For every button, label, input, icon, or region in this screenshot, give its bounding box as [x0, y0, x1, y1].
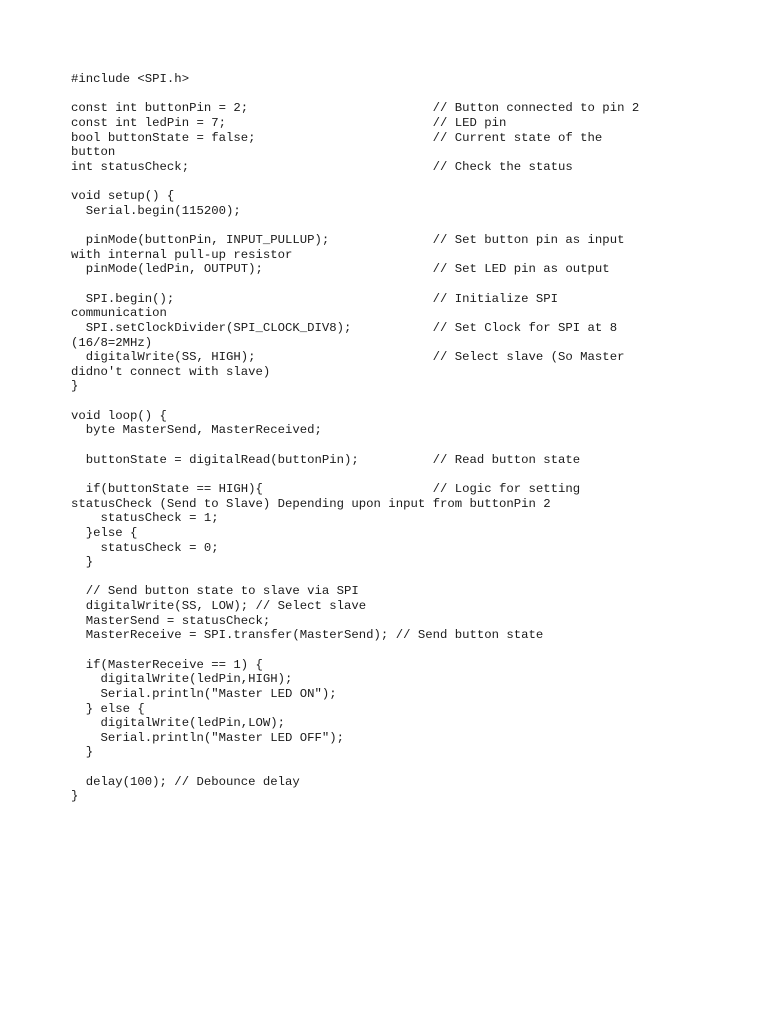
code-line: (16/8=2MHz) [71, 335, 153, 350]
code-line: Serial.println("Master LED OFF"); [71, 730, 345, 745]
code-line: byte MasterSend, MasterReceived; [71, 423, 322, 438]
code-line [71, 174, 731, 189]
code-listing [71, 72, 731, 804]
code-line: button [71, 145, 116, 160]
code-line: digitalWrite(SS, HIGH); // Select slave (So Master [71, 350, 625, 365]
code-line: with internal pull-up resistor [71, 247, 293, 262]
code-line: pinMode(buttonPin, INPUT_PULLUP); // Set button pin as input [71, 233, 625, 248]
code-line [71, 394, 731, 409]
code-line: }else { [71, 525, 138, 540]
code-line: delay(100); // Debounce delay [71, 774, 300, 789]
code-line: pinMode(ledPin, OUTPUT); // Set LED pin as output [71, 262, 610, 277]
code-line [71, 438, 731, 453]
code-line: // Send button state to slave via SPI [71, 584, 359, 599]
code-line: SPI.setClockDivider(SPI_CLOCK_DIV8); // Set Clock for SPI at 8 [71, 320, 618, 335]
code-line: if(MasterReceive == 1) { [71, 657, 263, 672]
code-line: didno't connect with slave) [71, 364, 271, 379]
code-line: digitalWrite(SS, LOW); // Select slave [71, 599, 367, 614]
code-line [71, 760, 731, 775]
code-line: statusCheck = 0; [71, 540, 219, 555]
code-line [71, 218, 731, 233]
code-line: buttonState = digitalRead(buttonPin); // Read button state [71, 452, 581, 467]
code-line [71, 467, 731, 482]
code-line: digitalWrite(ledPin,LOW); [71, 716, 286, 731]
code-line: if(buttonState == HIGH){ // Logic for setting [71, 481, 581, 496]
code-line: int statusCheck; // Check the status [71, 159, 573, 174]
code-line: digitalWrite(ledPin,HIGH); [71, 672, 293, 687]
code-line: Serial.begin(115200); [71, 203, 241, 218]
code-line: void setup() { [71, 189, 175, 204]
code-line: const int buttonPin = 2; // Button connected to pin 2 [71, 101, 640, 116]
code-line [71, 277, 731, 292]
code-line: } else { [71, 701, 145, 716]
code-line: bool buttonState = false; // Current state of the [71, 130, 603, 145]
code-line: SPI.begin(); // Initialize SPI [71, 291, 559, 306]
code-line: } [71, 379, 79, 394]
code-line: void loop() { [71, 408, 167, 423]
code-line: } [71, 745, 94, 760]
code-line: } [71, 789, 79, 804]
code-line: communication [71, 306, 167, 321]
code-line: Serial.println("Master LED ON"); [71, 686, 337, 701]
code-line: MasterSend = statusCheck; [71, 613, 271, 628]
code-line [71, 87, 731, 102]
code-line: statusCheck (Send to Slave) Depending upon input from buttonPin 2 [71, 496, 551, 511]
code-line [71, 570, 731, 585]
code-line: MasterReceive = SPI.transfer(MasterSend); // Send button state [71, 628, 544, 643]
code-line: #include <SPI.h> [71, 72, 190, 86]
code-line [71, 643, 731, 658]
code-line: statusCheck = 1; [71, 511, 219, 526]
code-line: } [71, 555, 94, 570]
code-line: const int ledPin = 7; // LED pin [71, 115, 507, 130]
